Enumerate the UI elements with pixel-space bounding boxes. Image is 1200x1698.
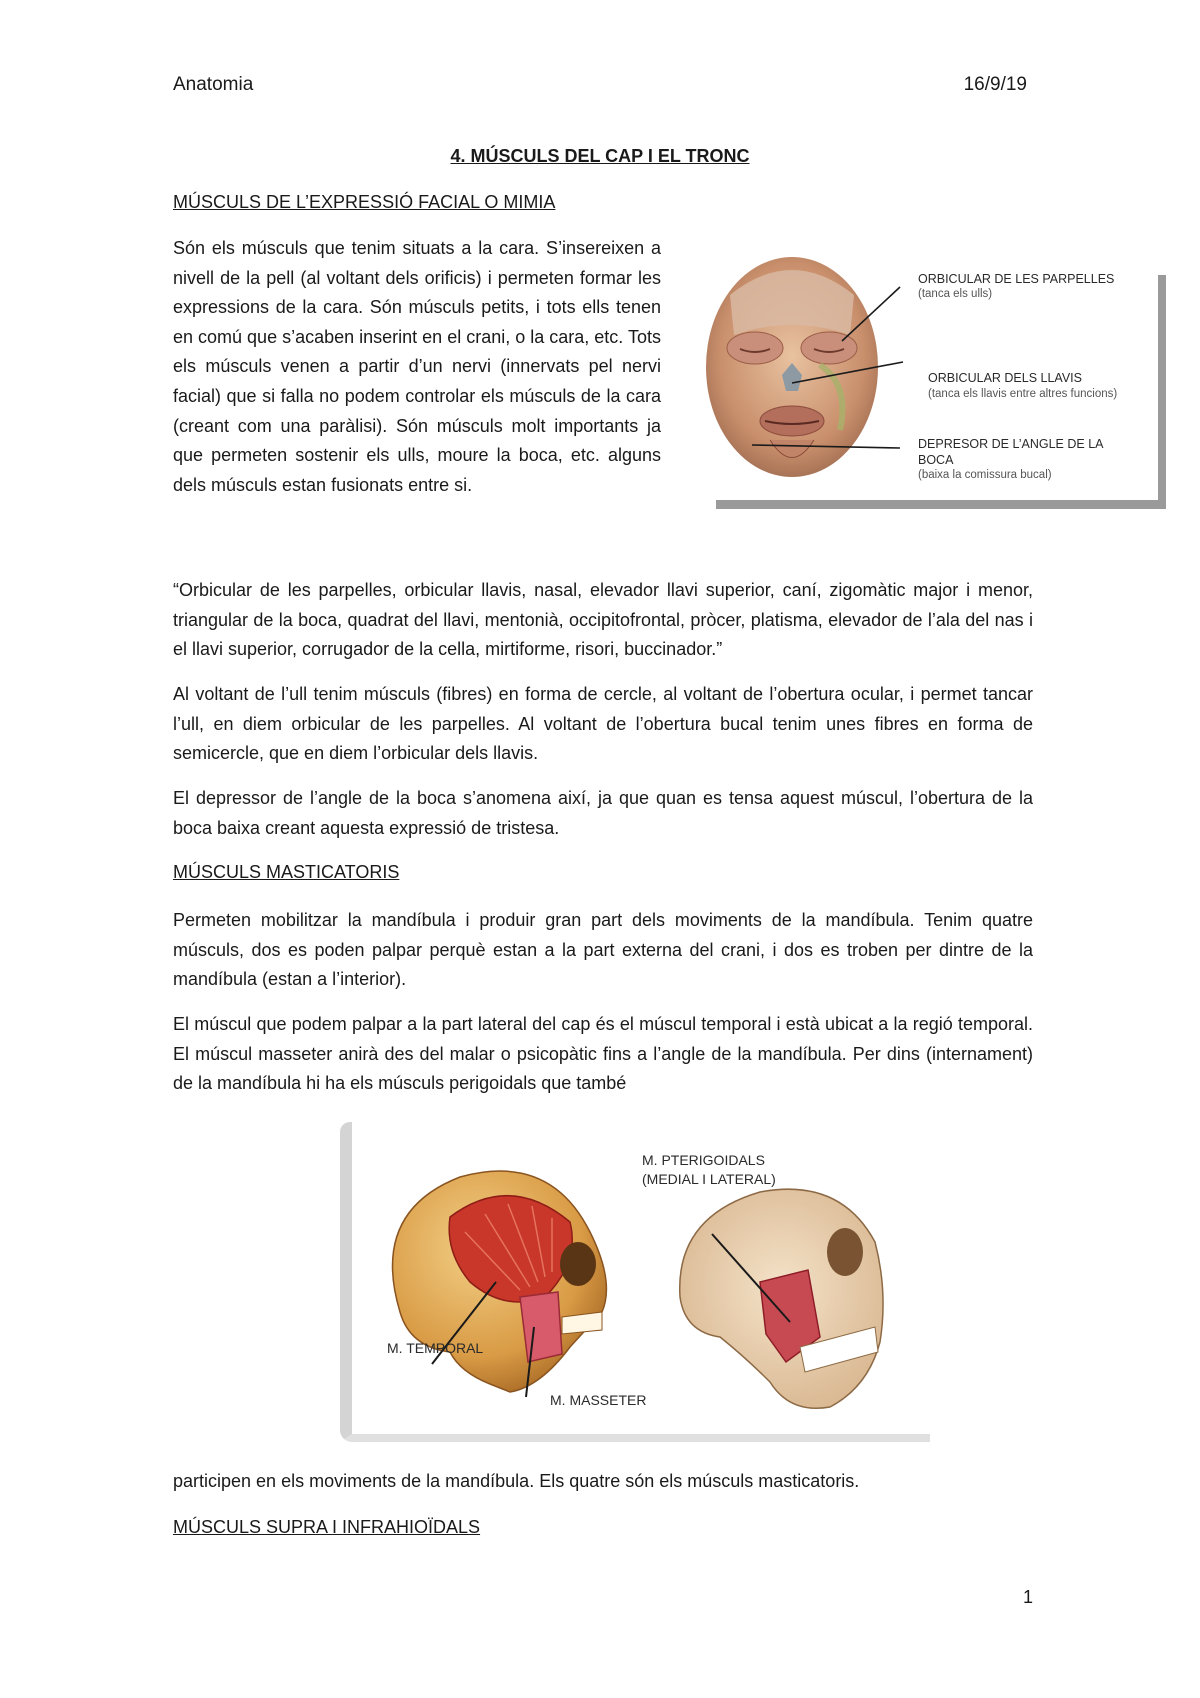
page-number: 1 (1022, 1587, 1033, 1607)
label-depressor-line1: DEPRESOR DE L’ANGLE DE LA (918, 437, 1104, 451)
masticatory-muscles-figure (340, 1122, 930, 1442)
left-eye-socket (560, 1242, 596, 1286)
header-date: 16/9/19 (963, 74, 1027, 95)
label-depressor-sub: (baixa la comissura bucal) (918, 469, 1052, 481)
label-orbicular-lips-sub: (tanca els llavis entre altres funcions) (928, 388, 1118, 400)
label-pterygoid-line2: (MEDIAL I LATERAL) (642, 1171, 776, 1187)
right-eye-orbicular (801, 332, 857, 364)
heading-supra-infrahyoid: MÚSCULS SUPRA I INFRAHIOÏDALS (173, 1517, 481, 1537)
heading-masticatory-muscles: MÚSCULS MASTICATORIS (173, 862, 400, 882)
paragraph-masticatory-intro: Permeten mobilitzar la mandíbula i produir gran part dels moviments de la mandíbula. Tenim quatre músculs, dos es poden palpar perquè estan a la part externa del crani, i dos es troben per dintre de la mandíbula (estan a l’interior). (173, 910, 1033, 990)
paragraph-masticatory-conclusion: participen en els moviments de la mandíbula. Els quatre són els músculs masticatoris. (173, 1471, 860, 1491)
header-subject: Anatomia (173, 74, 254, 95)
label-orbicular-eyelids-sub: (tanca els ulls) (918, 288, 993, 300)
facial-muscles-figure (700, 255, 1170, 513)
label-masseter: M. MASSETER (550, 1392, 647, 1408)
label-orbicular-eyelids: ORBICULAR DE LES PARPELLES (918, 272, 1115, 286)
paragraph-facial-muscle-list: “Orbicular de les parpelles, orbicular llavis, nasal, elevador llavi superior, caní, zigomàtic major i menor, triangular de la boca, quadrat del llavi, mentonià, occipitofrontal, pròcer, platisma, elevador de l’ala del nas i el llavi superior, corrugador de la cella, mirtiforme, risori, buccinador.” (173, 580, 1033, 660)
paragraph-orbicular: Al voltant de l’ull tenim músculs (fibres) en forma de cercle, al voltant de l’obertura ocular, i permet tancar l’ull, en diem orbicular de les parpelles. Al voltant de l’obertura bucal tenim unes fibres en forma de semicercle, que en diem l’orbicular dels llavis. (173, 684, 1033, 764)
document-title: 4. MÚSCULS DEL CAP I EL TRONC (450, 146, 750, 166)
label-temporal: M. TEMPORAL (387, 1340, 484, 1356)
heading-facial-muscles: MÚSCULS DE L’EXPRESSIÓ FACIAL O MIMIA (173, 192, 556, 212)
left-eye-orbicular (727, 332, 783, 364)
label-depressor-line2: BOCA (918, 453, 954, 467)
paragraph-masticatory-detail: El múscul que podem palpar a la part lateral del cap és el múscul temporal i està ubicat a la regió temporal. El múscul masseter anirà des del malar o psicopàtic fins a l’angle de la mandíbula. Per dins (internament) de la mandíbula hi ha els músculs perigoidals que també (173, 1014, 1033, 1094)
label-pterygoid-line1: M. PTERIGOIDALS (642, 1152, 765, 1168)
paragraph-depressor: El depressor de l’angle de la boca s’anomena així, ja que quan es tensa aquest múscul, l’obertura de la boca baixa creant aquesta expressió de tristesa. (173, 788, 1033, 838)
label-orbicular-lips: ORBICULAR DELS LLAVIS (928, 371, 1082, 385)
right-eye-socket (827, 1228, 863, 1276)
paragraph-facial-intro: Són els músculs que tenim situats a la cara. S’insereixen a nivell de la pell (al voltant dels orificis) i permeten formar les expressions de la cara. Són músculs petits, i tots ells tenen en comú que s’acaben inserint en el crani, o la cara, etc. Tots els músculs venen a partir d’un nervi (innervats pel nervi facial) que si falla no podem controlar els músculs de la cara (creant com una paràlisi). Són músculs molt importants ja que permeten sostenir els ulls, moure la boca, etc. alguns dels músculs estan fusionats entre si. (173, 238, 661, 495)
masseter-muscle (520, 1292, 562, 1362)
